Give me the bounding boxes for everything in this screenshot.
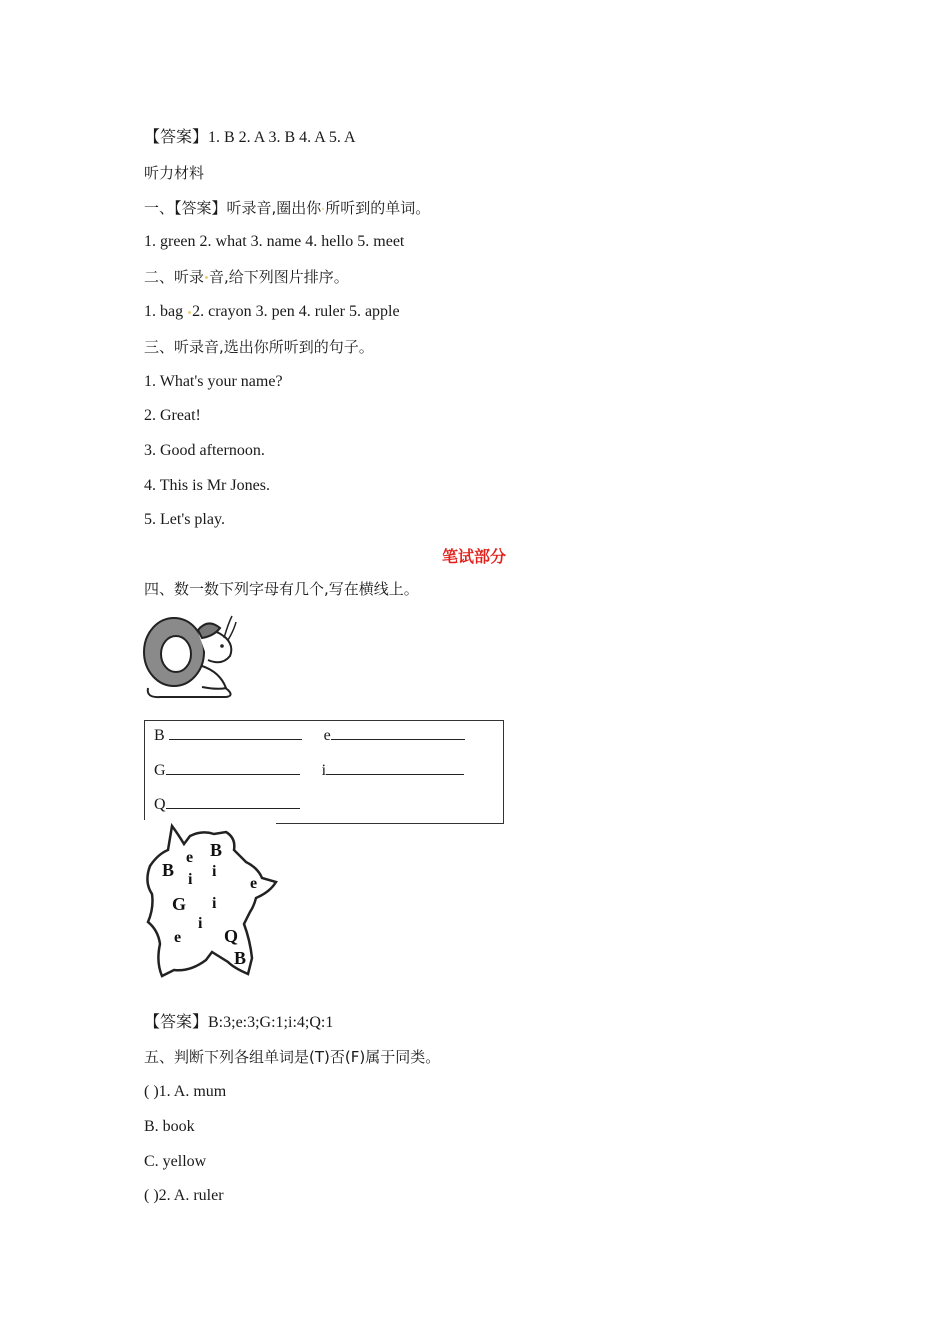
small-dot-mark [188, 311, 191, 314]
question-2: ( )2. A. ruler [144, 1187, 224, 1204]
leaf-letter: B [210, 840, 223, 860]
leaf-letter: Q [224, 926, 239, 946]
leaf-letter: i [198, 915, 203, 932]
leaf-letter: e [174, 929, 182, 946]
leaf-letter: i [212, 895, 217, 912]
answer-line-part1: 【答案】1. B 2. A 3. B 4. A 5. A [144, 129, 356, 146]
leaf-letters-illustration [142, 822, 280, 978]
section3-heading: 三、听录音,选出你所听到的句子。 [144, 338, 374, 356]
section5-heading: 五、判断下列各组单词是(T)否(F)属于同类。 [144, 1048, 441, 1066]
leaf-letter: i [212, 863, 217, 880]
written-part-title: 笔试部分 [442, 547, 507, 566]
section1-words: 1. green 2. what 3. name 4. hello 5. meet [144, 233, 405, 250]
question-1: ( )1. A. mum [144, 1083, 227, 1100]
section2-heading-part2: 音,给下列图片排序。 [209, 268, 349, 286]
section1-heading [144, 198, 430, 218]
leaf-letter: i [188, 871, 193, 888]
letter-count-box [144, 720, 504, 824]
question-1-option-b: B. book [144, 1118, 195, 1135]
section2-items-part1: 1. bag [144, 303, 184, 320]
blank-Q[interactable] [166, 794, 300, 809]
count-row-1 [154, 725, 465, 745]
letter-label-B: B [154, 727, 165, 744]
section2-items [144, 302, 400, 322]
sentence-1: 1. What's your name? [144, 373, 283, 390]
section4-heading: 四、数一数下列字母有几个,写在横线上。 [144, 580, 419, 598]
listening-material-title: 听力材料 [144, 164, 205, 182]
sentence-5: 5. Let's play. [144, 511, 225, 528]
question-1-option-c: C. yellow [144, 1153, 207, 1170]
blank-B[interactable] [169, 725, 302, 740]
small-dot-mark [322, 208, 324, 210]
section1-heading-part2: 所听到的单词。 [325, 199, 431, 217]
leaf-letter: e [250, 875, 258, 892]
letter-label-G: G [154, 762, 166, 779]
leaf-letter: B [234, 948, 247, 968]
letter-label-e: e [323, 727, 331, 744]
section2-heading [144, 267, 349, 287]
count-row-2 [154, 760, 464, 780]
section4-answer: 【答案】B:3;e:3;G:1;i:4;Q:1 [144, 1014, 334, 1031]
snail-illustration [142, 608, 238, 700]
letter-label-Q: Q [154, 796, 166, 813]
leaf-letter: e [186, 849, 194, 866]
leaf-letter: B [162, 860, 175, 880]
section1-heading-part1: 一、【答案】听录音,圈出你 [144, 199, 322, 217]
letter-label-i: i [321, 762, 327, 779]
blank-G[interactable] [166, 760, 300, 775]
blank-e[interactable] [331, 725, 465, 740]
section2-items-part2: 2. crayon 3. pen 4. ruler 5. apple [192, 303, 400, 320]
section2-heading-part1: 二、听录 [144, 268, 205, 286]
sentence-2: 2. Great! [144, 407, 201, 424]
blank-i[interactable] [326, 760, 464, 775]
sentence-4: 4. This is Mr Jones. [144, 477, 270, 494]
sentence-3: 3. Good afternoon. [144, 442, 265, 459]
count-row-3 [154, 794, 300, 814]
small-dot-mark [205, 276, 208, 279]
leaf-letter: G [172, 894, 187, 914]
